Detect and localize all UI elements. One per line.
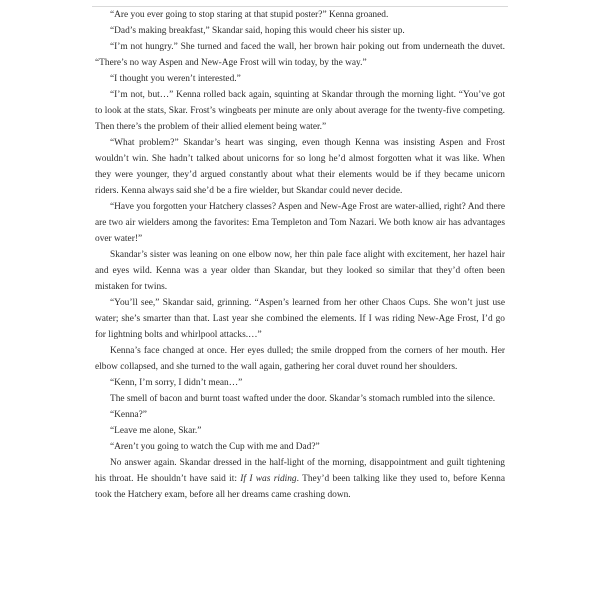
paragraph: “Are you ever going to stop staring at that stupid poster?” Kenna groaned.	[110, 10, 389, 20]
paragraph: “I’m not hungry.” She turned and faced the wall, her brown hair poking out from underneath the duvet. “There’s no way Aspen and New-Age Frost will win today, by the way.”	[95, 42, 505, 68]
paragraph: “You’ll see,” Skandar said, grinning. “Aspen’s learned from her other Chaos Cups. She won’t just use water; she’s smarter than that. Last year she combined the elements. If I was riding New-Age Frost, I’d go for lightning bolts and whirlpool attacks.…”	[95, 298, 505, 340]
paragraph-text: . They’d been talking like they used to, before Kenna took the Hatchery exam, before all her dreams came crashing down.	[95, 474, 506, 500]
italic-emphasis: If I was riding	[240, 474, 297, 484]
paragraph: Kenna’s face changed at once. Her eyes dulled; the smile dropped from the corners of her mouth. Her elbow collapsed, and she turned to the wall again, gathering her coral duvet round her shoulders.	[95, 346, 505, 372]
book-page	[95, 7, 505, 503]
paragraph: “Leave me alone, Skar.”	[110, 426, 202, 436]
paragraph: Skandar’s sister was leaning on one elbow now, her thin pale face alight with excitement, her hazel hair and eyes wild. Kenna was a year older than Skandar, but they looked so similar that they’d often been mistaken for twins.	[95, 250, 505, 292]
paragraph: The smell of bacon and burnt toast wafted under the door. Skandar’s stomach rumbled into the silence.	[110, 394, 496, 404]
paragraph: “What problem?” Skandar’s heart was singing, even though Kenna was insisting Aspen and Frost wouldn’t win. She hadn’t talked about unicorns for so long he’d almost forgotten what it was like. When they were younger, they’d argued constantly about what their elements would be if they became unicorn riders. Kenna always said she’d be a fire wielder, but Skandar could never decide.	[95, 138, 505, 196]
paragraph: “Have you forgotten your Hatchery classes? Aspen and New-Age Frost are water-allied, right? And there are two air wielders among the favorites: Ema Templeton and Tom Nazari. We both know air has advantages over water!”	[95, 202, 505, 244]
paragraph-text: No answer again. Skandar dressed in the half-light of the morning, disappointment and guilt tightening his throat. He shouldn’t have said it:	[95, 458, 505, 484]
paragraph: “Aren’t you going to watch the Cup with me and Dad?”	[110, 442, 320, 452]
paragraph	[95, 455, 505, 503]
paragraph: “I thought you weren’t interested.”	[110, 74, 241, 84]
paragraph: “Kenna?”	[110, 410, 147, 420]
paragraph: “Dad’s making breakfast,” Skandar said, hoping this would cheer his sister up.	[110, 26, 405, 36]
paragraph: “Kenn, I’m sorry, I didn’t mean…”	[110, 378, 243, 388]
paragraph: “I’m not, but…” Kenna rolled back again, squinting at Skandar through the morning light. “You’ve got to look at the stats, Skar. Frost’s wingbeats per minute are only about average for the twenty-five competing. Then there’s the problem of their allied element being water.”	[95, 90, 505, 132]
